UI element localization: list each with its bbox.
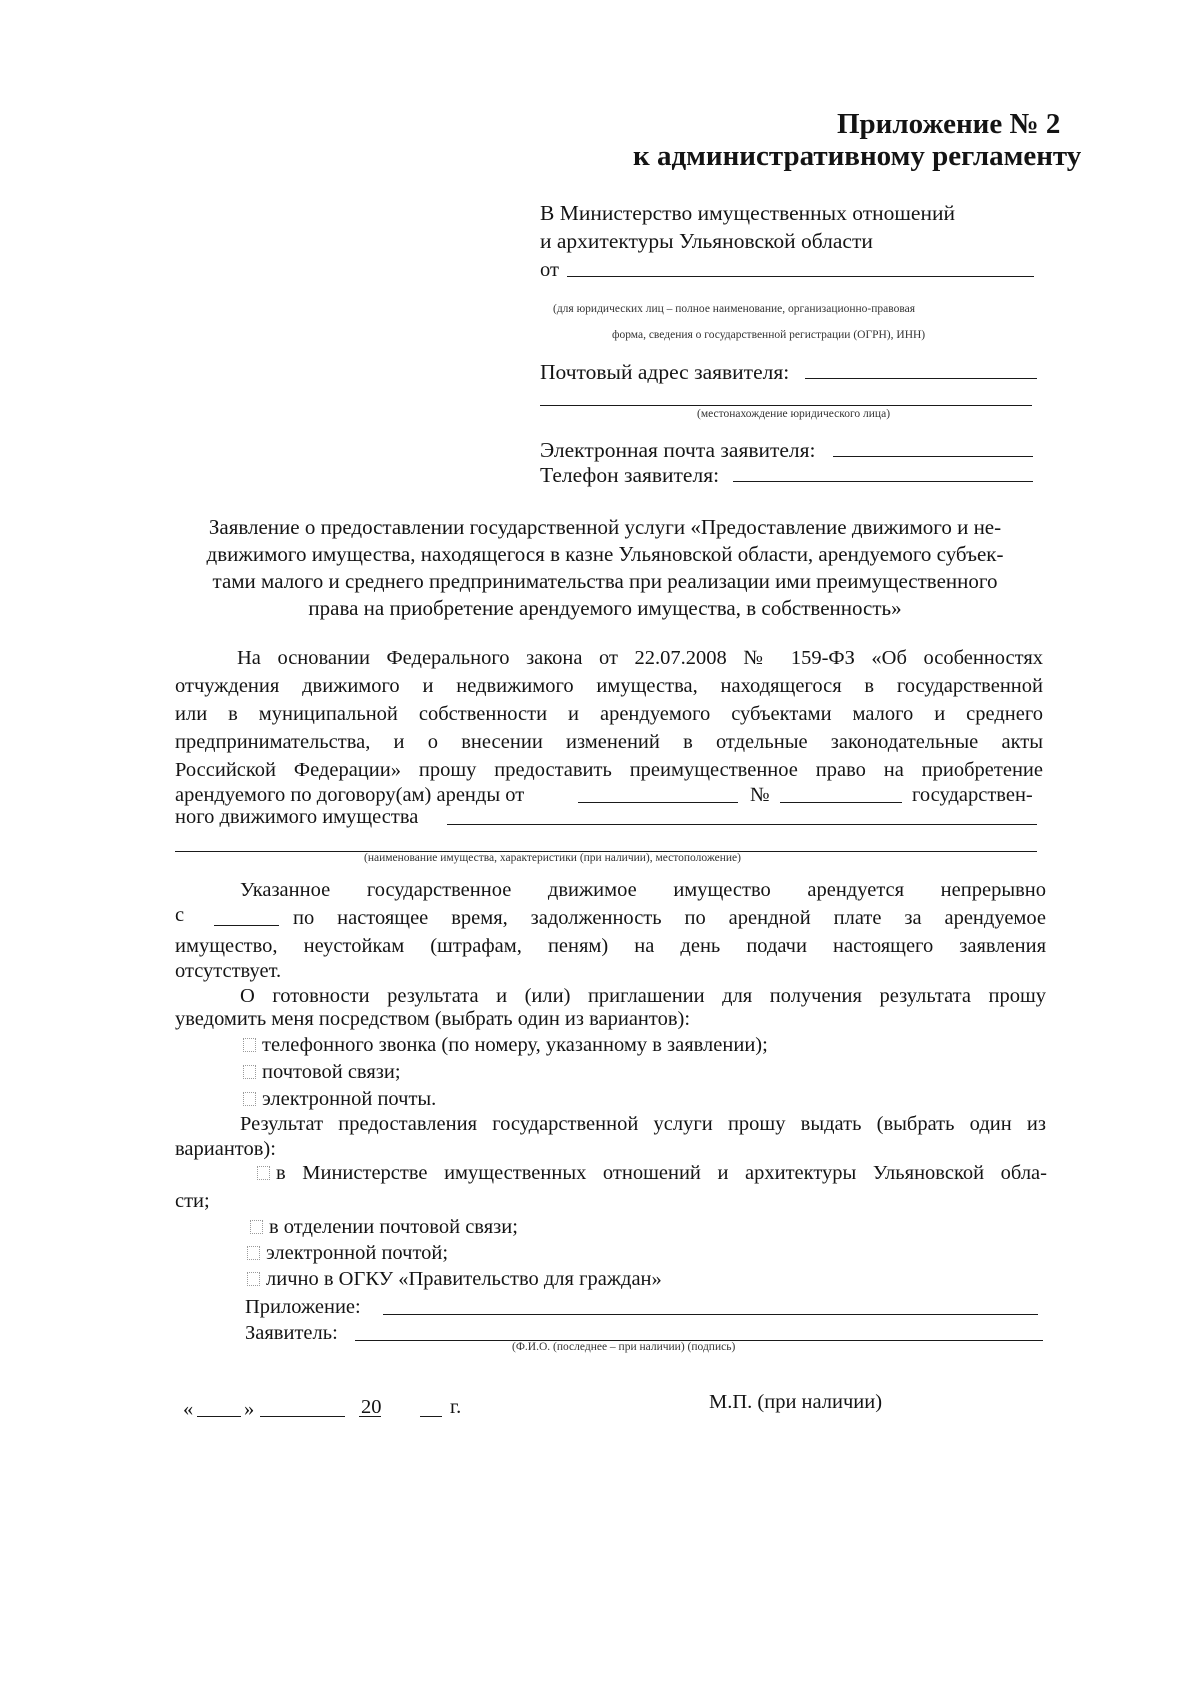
checkbox-icon[interactable]	[257, 1166, 270, 1180]
result-option-label: электронной почтой;	[266, 1242, 449, 1264]
paragraph-line: Российской Федерации» прошу предоставить преимущественное право на приобретение	[175, 759, 1043, 781]
notify-option-label: электронной почты.	[262, 1088, 437, 1110]
date-year-prefix: 20	[361, 1396, 382, 1418]
attachment-label: Приложение:	[245, 1296, 361, 1318]
legal-entity-caption-2: форма, сведения о государственной регистрации (ОГРН), ИНН)	[612, 329, 926, 341]
result-option-ministry[interactable]	[257, 1162, 1047, 1185]
checkbox-icon[interactable]	[243, 1092, 256, 1106]
notify-intro-line-2: уведомить меня посредством (выбрать один из вариантов):	[175, 1008, 691, 1030]
checkbox-icon[interactable]	[243, 1038, 256, 1052]
date-open-quote: «	[183, 1398, 194, 1420]
attachment-field[interactable]	[383, 1314, 1038, 1315]
notify-option-label: телефонного звонка (по номеру, указанному в заявлении);	[262, 1034, 768, 1056]
header-regulation: к административному регламенту	[633, 140, 1082, 172]
postal-address-field[interactable]	[805, 378, 1037, 379]
since-date-field[interactable]	[214, 925, 279, 926]
notify-option-email[interactable]	[243, 1088, 436, 1111]
paragraph-line: отчуждения движимого и недвижимого имущества, находящегося в государственной	[175, 675, 1043, 697]
result-option-label: в отделении почтовой связи;	[269, 1216, 518, 1238]
result-option-email[interactable]	[247, 1242, 448, 1265]
lease-continuity-line: Указанное государственное движимое имущество арендуется непрерывно	[240, 879, 1046, 901]
email-field[interactable]	[833, 456, 1033, 457]
since-label: с	[175, 904, 185, 926]
date-day-field[interactable]	[197, 1416, 241, 1417]
checkbox-icon[interactable]	[243, 1065, 256, 1079]
result-option-label: лично в ОГКУ «Правительство для граждан»	[266, 1268, 662, 1290]
result-intro-line-2: вариантов):	[175, 1138, 276, 1160]
statement-title-line: права на приобретение арендуемого имущества, в собственность»	[308, 596, 902, 620]
property-label: ного движимого имущества	[175, 806, 419, 828]
date-year-field[interactable]	[420, 1416, 442, 1417]
email-label: Электронная почта заявителя:	[540, 438, 816, 462]
property-field[interactable]	[447, 824, 1037, 825]
result-intro-line: Результат предоставления государственной услуги прошу выдать (выбрать один из	[240, 1113, 1046, 1135]
result-option-post-office[interactable]	[250, 1216, 518, 1239]
date-month-field[interactable]	[260, 1416, 345, 1417]
postal-address-field-2[interactable]	[540, 405, 1032, 406]
date-close-quote: »	[244, 1398, 255, 1420]
notify-intro-line: О готовности результата и (или) приглашении для получения результата прошу	[240, 985, 1046, 1007]
paragraph-line: или в муниципальной собственности и арендуемого субъектами малого и среднего	[175, 703, 1043, 725]
result-option-in-person[interactable]	[247, 1268, 662, 1291]
postal-address-caption: (местонахождение юридического лица)	[697, 408, 891, 420]
notify-option-label: почтовой связи;	[262, 1061, 401, 1083]
lease-line-end: государствен-	[912, 784, 1033, 806]
absence-line: отсутствует.	[175, 960, 282, 982]
from-label: от	[540, 259, 559, 281]
from-field[interactable]	[567, 276, 1034, 277]
paragraph-1	[175, 644, 1043, 784]
phone-label: Телефон заявителя:	[540, 463, 720, 487]
penalty-line: имущество, неустойкам (штрафам, пеням) на день подачи настоящего заявления	[175, 935, 1046, 957]
statement-title-line: тами малого и среднего предпринимательства при реализации ими преимущественного	[212, 569, 998, 593]
lease-number-sign: №	[750, 784, 770, 806]
notify-option-phone[interactable]	[243, 1034, 768, 1057]
notify-option-post[interactable]	[243, 1061, 401, 1084]
lease-number-field[interactable]	[780, 802, 902, 803]
result-option-ministry-cont: сти;	[175, 1190, 210, 1212]
checkbox-icon[interactable]	[247, 1246, 260, 1260]
checkbox-icon[interactable]	[247, 1272, 260, 1286]
property-caption: (наименование имущества, характеристики (при наличии), местоположение)	[364, 852, 741, 864]
checkbox-icon[interactable]	[250, 1220, 263, 1234]
statement-title	[160, 514, 1050, 622]
addressee-line1: В Министерство имущественных отношений	[540, 201, 955, 225]
statement-title-line: Заявление о предоставлении государственной услуги «Предоставление движимого и не-	[208, 515, 1002, 539]
lease-date-prefix: арендуемого по договору(ам) аренды от	[175, 784, 525, 806]
applicant-caption: (Ф.И.О. (последнее – при наличии) (подпись)	[512, 1341, 736, 1353]
date-year-suffix: г.	[450, 1396, 462, 1418]
postal-address-label: Почтовый адрес заявителя:	[540, 360, 790, 384]
paragraph-line: На основании Федерального закона от 22.07.2008 № 159-ФЗ «Об особенностях	[237, 647, 1043, 669]
addressee-line2: и архитектуры Ульяновской области	[540, 229, 873, 253]
phone-field[interactable]	[733, 481, 1033, 482]
seal-placeholder: М.П. (при наличии)	[709, 1391, 883, 1413]
header-appendix-number: Приложение № 2	[837, 108, 1061, 140]
statement-title-line: движимого имущества, находящегося в казне Ульяновской области, арендуемого субъек-	[206, 542, 1004, 566]
paragraph-line: предпринимательства, и о внесении изменений в отдельные законодательные акты	[175, 731, 1043, 753]
debt-line: по настоящее время, задолженность по арендной плате за арендуемое	[293, 907, 1046, 929]
applicant-label: Заявитель:	[245, 1322, 338, 1344]
legal-entity-caption-1: (для юридических лиц – полное наименование, организационно-правовая	[553, 303, 916, 315]
lease-date-field[interactable]	[578, 802, 738, 803]
result-option-label: в Министерстве имущественных отношений и архитектуры Ульяновской обла-	[276, 1162, 1047, 1184]
